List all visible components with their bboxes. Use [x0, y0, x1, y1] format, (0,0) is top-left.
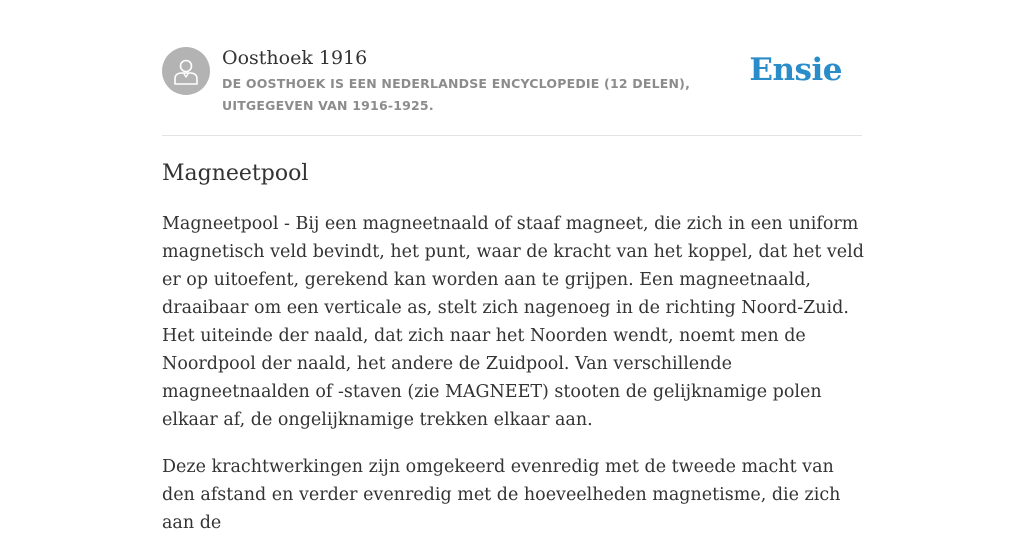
header-divider	[162, 135, 862, 136]
source-info	[222, 46, 762, 117]
user-icon	[172, 57, 200, 85]
avatar[interactable]	[162, 47, 210, 95]
article-paragraph: Magneetpool - Bij een magneetnaald of staaf magneet, die zich in een uniform magnetisch veld bevindt, het punt, waar de kracht van het koppel, dat het veld er op uitoefent, gerekend kan worden aan te grijpen. Een magneetnaald, draaibaar om een verticale as, stelt zich nagenoeg in de richting Noord-Zuid. Het uiteinde der naald, dat zich naar het Noorden wendt, noemt men de Noordpool der naald, het andere de Zuidpool. Van verschillende magneetnaalden of -staven (zie MAGNEET) stooten de gelijknamige polen elkaar af, de ongelijknamige trekken elkaar aan.	[162, 214, 864, 430]
article	[162, 158, 868, 556]
ensie-logo[interactable]: Ensie	[749, 52, 842, 88]
source-header	[162, 46, 862, 136]
source-description: DE OOSTHOEK IS EEN NEDERLANDSE ENCYCLOPEDIE (12 DELEN), UITGEGEVEN VAN 1916-1925.	[222, 76, 691, 113]
article-paragraph: Deze krachtwerkingen zijn omgekeerd evenredig met de tweede macht van den afstand en verder evenredig met de hoeveelheden magnetisme, die zich aan de	[162, 457, 841, 533]
source-title[interactable]: Oosthoek 1916	[222, 47, 368, 69]
article-title: Magneetpool	[162, 161, 309, 186]
